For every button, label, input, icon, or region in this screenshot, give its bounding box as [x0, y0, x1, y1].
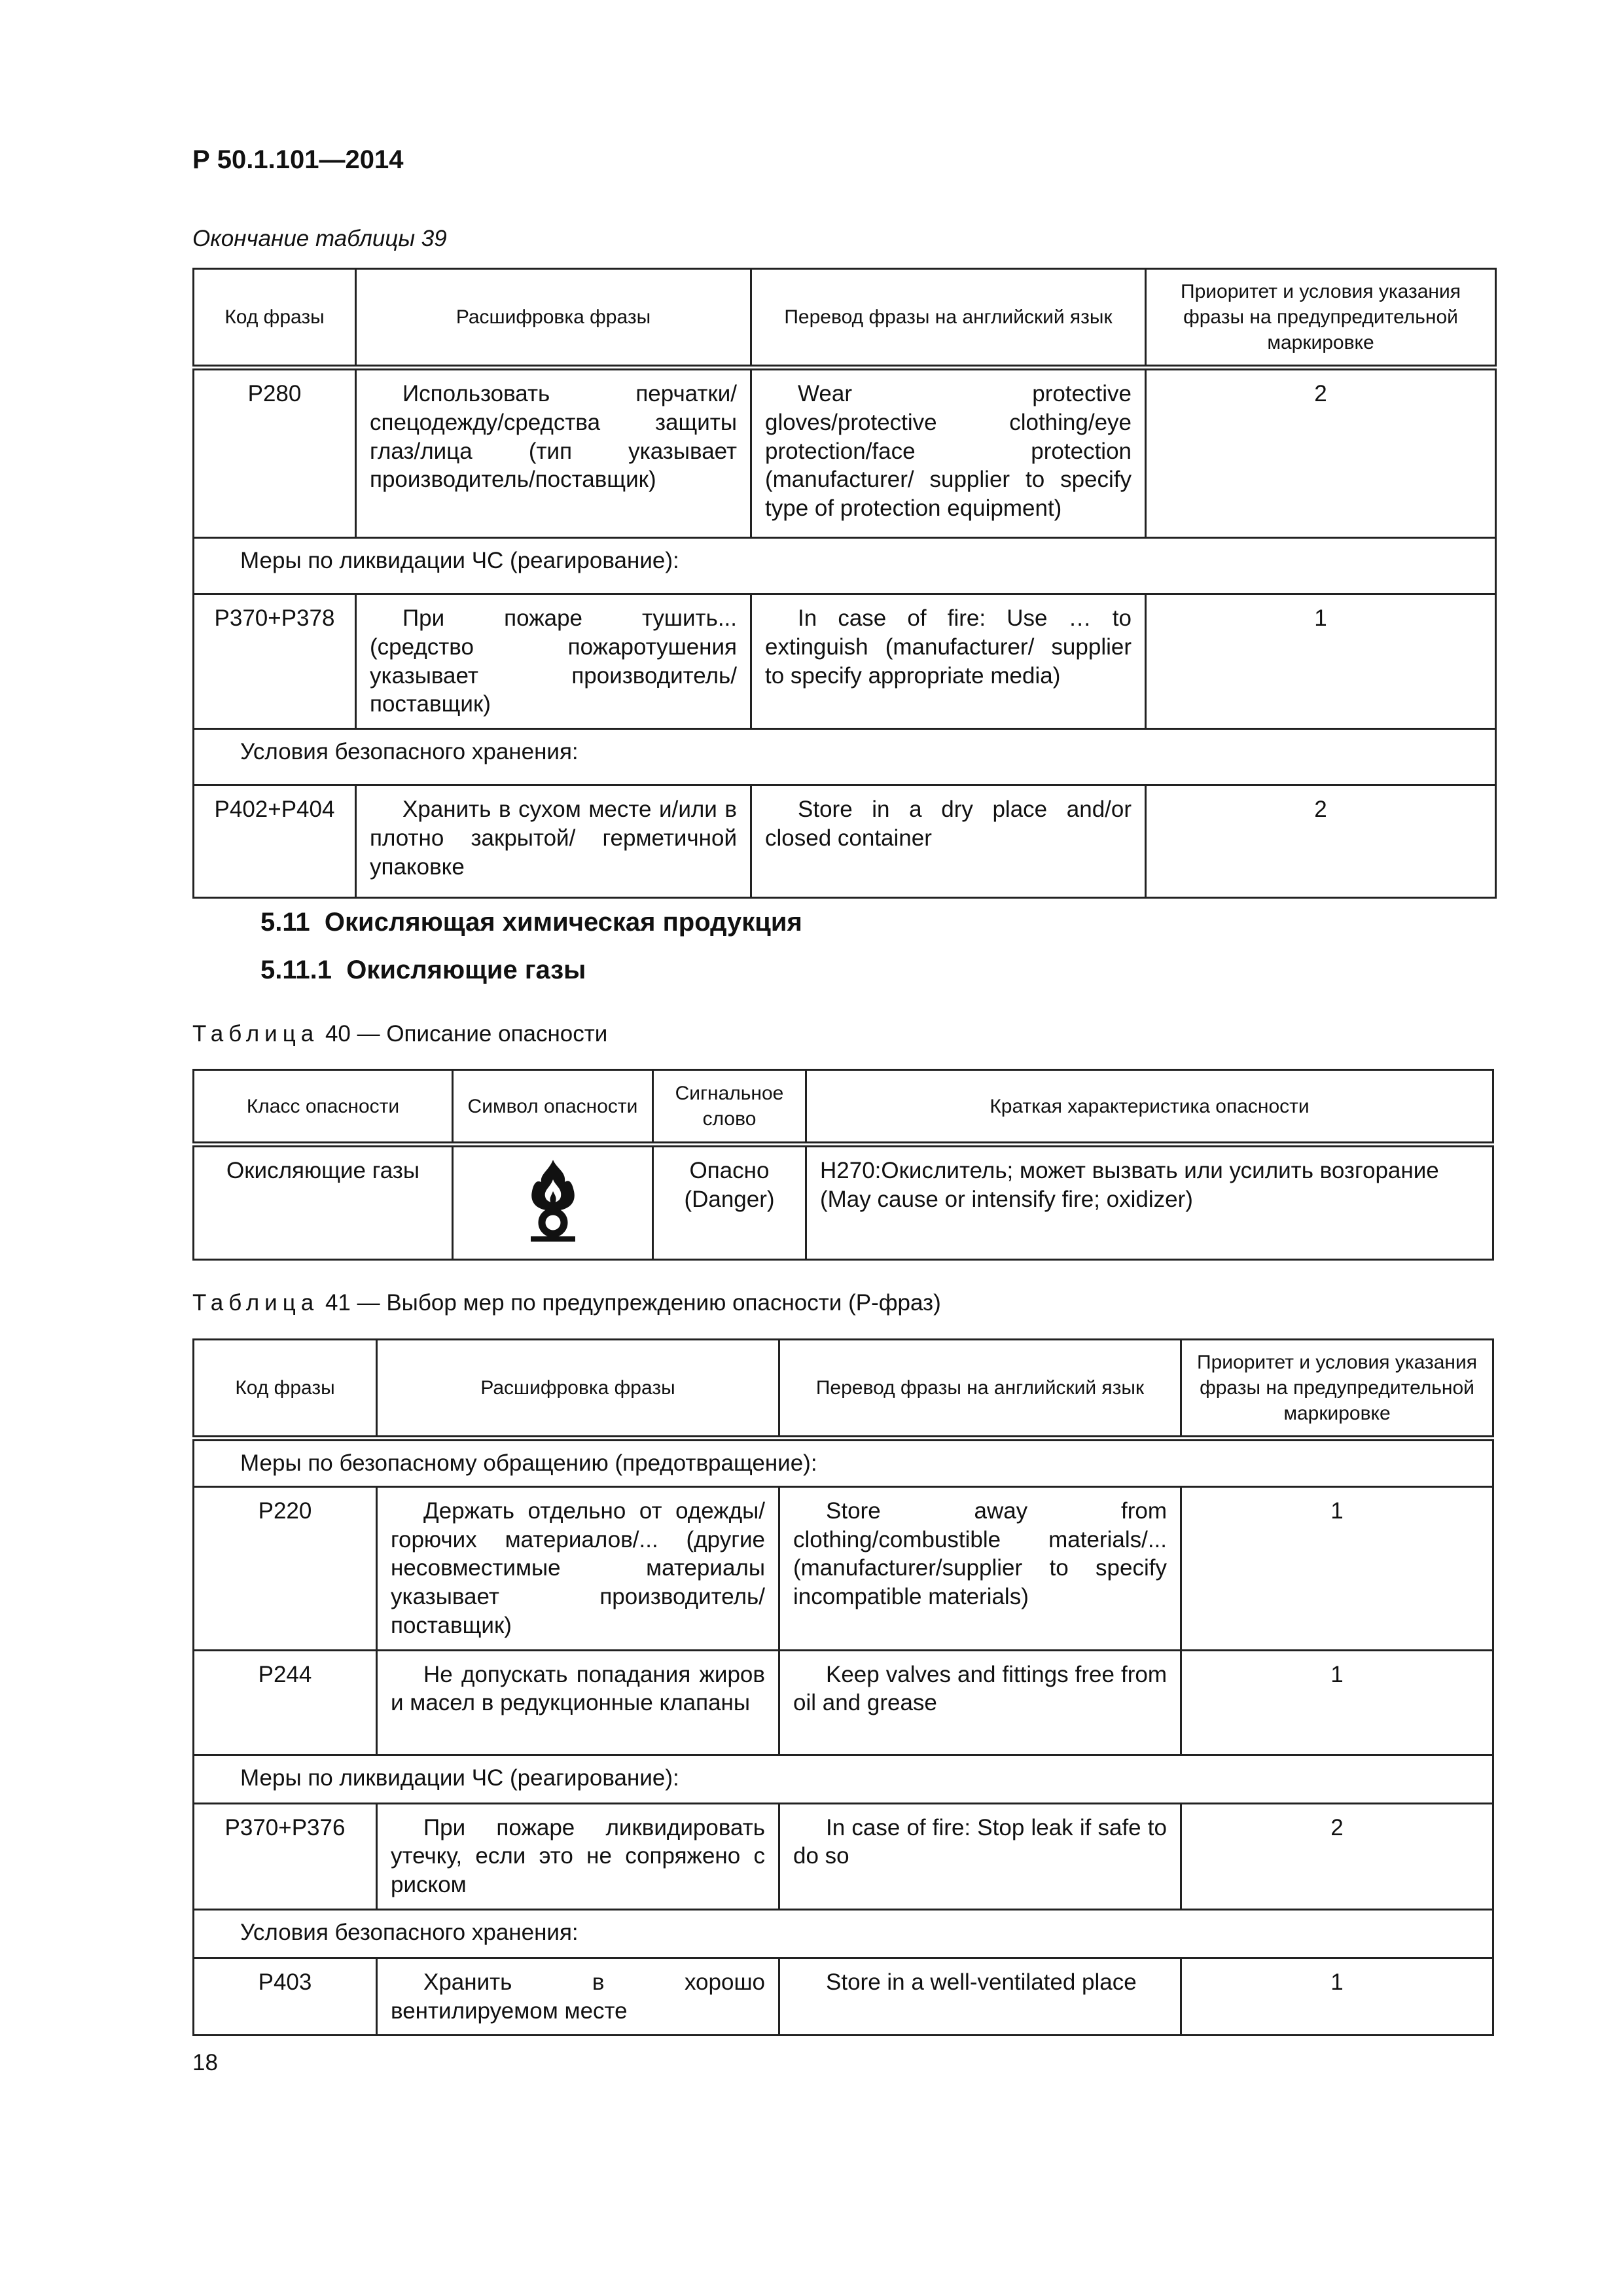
phrase-en: Store in a dry place and/or closed container — [751, 785, 1146, 898]
phrase-en: Keep valves and fittings free from oil and grease — [779, 1650, 1181, 1755]
column-header-code: Код фразы — [194, 1340, 377, 1439]
phrase-ru: Хранить в сухом месте и/или в плотно закрытой/ герметичной упаковке — [356, 785, 751, 898]
table-row — [194, 785, 1496, 898]
column-header-priority: Приоритет и условия указания фразы на предупредительной маркировке — [1181, 1340, 1493, 1439]
section-row — [194, 1909, 1493, 1958]
phrase-code: P402+P404 — [194, 785, 356, 898]
column-header-en: Перевод фразы на английский язык — [779, 1340, 1181, 1439]
table-row — [194, 1145, 1493, 1260]
signal-word-ru: Опасно — [689, 1158, 770, 1183]
phrase-en: Wear protective gloves/protective clothing/eye protection/face protection (manufacturer/ supplier to specify type of protection equipment) — [751, 368, 1146, 538]
phrase-en: In case of fire: Stop leak if safe to do so — [779, 1803, 1181, 1909]
column-header-class: Класс опасности — [194, 1070, 453, 1145]
phrase-en: Store in a well-ventilated place — [779, 1958, 1181, 2036]
section-label: Меры по безопасному обращению (предотвращение): — [194, 1439, 1493, 1487]
section-row — [194, 1755, 1493, 1803]
table39-caption: Окончание таблицы 39 — [192, 226, 447, 251]
section-label: Меры по ликвидации ЧС (реагирование): — [194, 538, 1496, 594]
column-header-code: Код фразы — [194, 269, 356, 368]
phrase-priority: 2 — [1146, 368, 1496, 538]
phrase-code: P244 — [194, 1650, 377, 1755]
table-row — [194, 368, 1496, 538]
column-header-priority: Приоритет и условия указания фразы на предупредительной маркировке — [1146, 269, 1496, 368]
phrase-code: P370+P376 — [194, 1803, 377, 1909]
phrase-ru: Не допускать попадания жиров и масел в редукционные клапаны — [377, 1650, 779, 1755]
section-label: Условия безопасного хранения: — [194, 729, 1496, 785]
phrase-code: P220 — [194, 1486, 377, 1650]
flame-over-circle-icon — [527, 1157, 579, 1242]
phrase-code: P280 — [194, 368, 356, 538]
section-label: Условия безопасного хранения: — [194, 1909, 1493, 1958]
page-number: 18 — [192, 2050, 218, 2075]
phrase-priority: 1 — [1181, 1650, 1493, 1755]
column-header-signal: Сигнальное слово — [653, 1070, 806, 1145]
column-header-hazard: Краткая характеристика опасности — [806, 1070, 1493, 1145]
hazard-class: Окисляющие газы — [194, 1145, 453, 1260]
column-header-symbol: Символ опасности — [453, 1070, 653, 1145]
table-row — [194, 1958, 1493, 2036]
phrase-ru: При пожаре ликвидировать утечку, если это не сопряжено с риском — [377, 1803, 779, 1909]
column-header-ru: Расшифровка фразы — [377, 1340, 779, 1439]
phrase-ru: Держать отдельно от одежды/горючих материалов/... (другие несовместимые материалы указывает производитель/поставщик) — [377, 1486, 779, 1650]
phrase-ru: Использовать перчатки/спецодежду/средства защиты глаз/лица (тип указывает производитель/поставщик) — [356, 368, 751, 538]
section-heading-5-11-1: 5.11.1 Окисляющие газы — [260, 956, 586, 984]
signal-word-en: (Danger) — [684, 1186, 775, 1212]
document-code: Р 50.1.101—2014 — [192, 145, 404, 174]
hazard-symbol-cell — [453, 1145, 653, 1260]
phrase-ru: Хранить в хорошо вентилируемом месте — [377, 1958, 779, 2036]
phrase-priority: 2 — [1146, 785, 1496, 898]
table-41 — [192, 1338, 1494, 2036]
phrase-code: P403 — [194, 1958, 377, 2036]
table-row — [194, 1486, 1493, 1650]
section-row — [194, 1439, 1493, 1487]
table-39 — [192, 268, 1497, 899]
column-header-en: Перевод фразы на английский язык — [751, 269, 1146, 368]
table-row — [194, 1803, 1493, 1909]
table-row — [194, 594, 1496, 729]
phrase-en: Store away from clothing/combustible materials/... (manufacturer/supplier to specify incompatible materials) — [779, 1486, 1181, 1650]
phrase-priority: 1 — [1146, 594, 1496, 729]
hazard-statement: H270:Окислитель; может вызвать или усилить возгорание (May cause or intensify fire; oxidizer) — [806, 1145, 1493, 1260]
section-label: Меры по ликвидации ЧС (реагирование): — [194, 1755, 1493, 1803]
column-header-ru: Расшифровка фразы — [356, 269, 751, 368]
table41-caption: Таблица 41 — Выбор мер по предупреждению опасности (Р-фраз) — [192, 1290, 941, 1316]
phrase-code: P370+P378 — [194, 594, 356, 729]
table40-caption: Таблица 40 — Описание опасности — [192, 1021, 608, 1047]
signal-word — [653, 1145, 806, 1260]
phrase-ru: При пожаре тушить... (средство пожаротушения указывает производитель/поставщик) — [356, 594, 751, 729]
table-40 — [192, 1069, 1494, 1261]
phrase-en: In case of fire: Use … to extinguish (manufacturer/ supplier to specify appropriate media) — [751, 594, 1146, 729]
section-row — [194, 538, 1496, 594]
table-row — [194, 1650, 1493, 1755]
section-heading-5-11: 5.11 Окисляющая химическая продукция — [260, 908, 802, 937]
section-row — [194, 729, 1496, 785]
phrase-priority: 2 — [1181, 1803, 1493, 1909]
phrase-priority: 1 — [1181, 1486, 1493, 1650]
phrase-priority: 1 — [1181, 1958, 1493, 2036]
